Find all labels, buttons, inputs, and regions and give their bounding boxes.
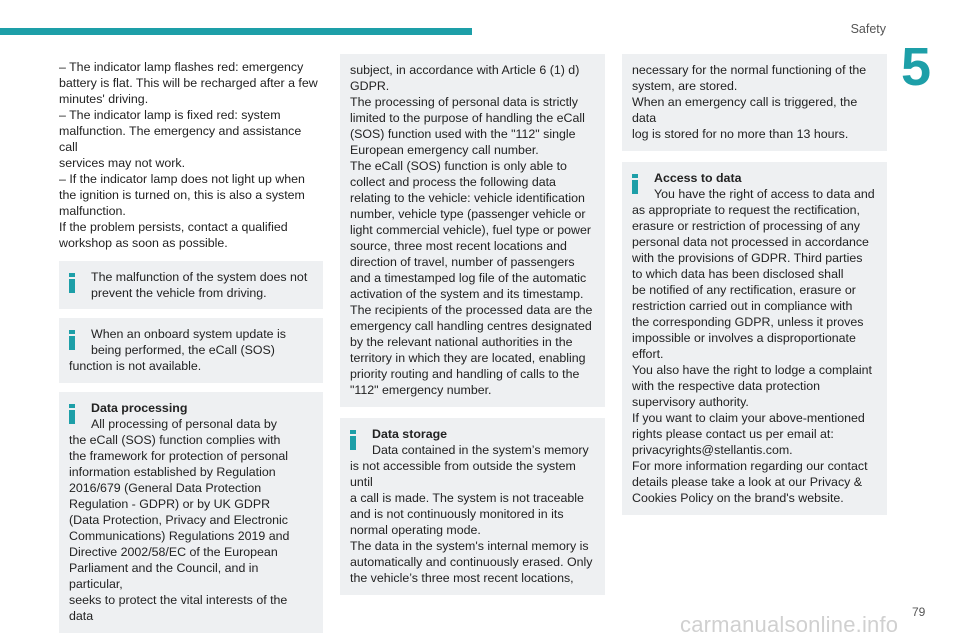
info-box-text-continued: as appropriate to request the rectification, erasure or restriction of processing of any personal data not processed in accordance with the provisions of GDPR. Third parties to which data has been disclosed shall be notified of any rectification, erasure or restriction carried out in compliance with the corresponding GDPR, unless it proves impossible or involves a disproportionate effort. You also have the right to lodge a complaint with the respective data protection supervisory authority. If you want to claim your above-mentioned rights please contact us per email at: privacyrights@stellantis.com. For more information regarding our contact details please take a look at our Privacy & Cookies Policy on the brand's website. (632, 203, 872, 505)
watermark: carmanualsonline.info (680, 612, 899, 637)
info-icon (68, 273, 77, 293)
column-1 (59, 59, 323, 633)
info-box-text: All processing of personal data by (91, 417, 277, 431)
info-box-data-processing (59, 392, 323, 633)
info-box-heading: Data processing (91, 401, 188, 415)
info-box-system-update (59, 318, 323, 383)
info-icon (631, 174, 640, 194)
info-box-text: necessary for the normal functioning of the system, are stored. When an emergency call is triggered, the data log is stored for no more than 13 hours. (632, 63, 867, 141)
info-box-text: You have the right of access to data and (654, 187, 875, 201)
info-box-text: subject, in accordance with Article 6 (1) d) GDPR. The processing of personal data is strictly limited to the purpose of handling the eCall (SOS) function used with the "112" single European emergency call number. The eCall (SOS) function is only able to collect and process the following data relating to the vehicle: vehicle identification number, vehicle type (passenger vehicle or light commercial vehicle), fuel type or power source, three most recent locations and direction of travel, number of passengers and a timestamped log file of the automatic activation of the system and its timestamp. The recipients of the processed data are the emergency call handling centres designated by the relevant national authorities in the territory in which they are located, enabling priority routing and handling of calls to the "112" emergency number. (350, 63, 593, 397)
info-box-text-continued: the eCall (SOS) function complies with the framework for protection of personal information established by Regulation 2016/679 (General Data Protection Regulation - GDPR) or by UK GDPR (Data Protection, Privacy and Electronic Communications) Regulations 2019 and Directive 2002/58/EC of the European Parliament and the Council, and in particular, seeks to protect the vital interests of the data (69, 433, 290, 623)
info-box-storage-continued (622, 54, 887, 151)
info-box-text: When an onboard system update is being performed, the eCall (SOS) (91, 327, 286, 357)
info-box-no-prevent-driving (59, 261, 323, 309)
header-accent-bar (0, 28, 472, 35)
info-icon (349, 430, 358, 450)
info-box-access-to-data (622, 162, 887, 515)
info-box-heading: Data storage (372, 427, 448, 441)
section-title: Safety (850, 22, 886, 36)
info-icon (68, 404, 77, 424)
info-box-data-storage (340, 418, 605, 595)
info-box-processing-continued (340, 54, 605, 407)
info-box-text: Data contained in the system’s memory (372, 443, 589, 457)
column-2 (340, 54, 605, 595)
page-number: 79 (912, 605, 926, 619)
info-icon (68, 330, 77, 350)
indicator-lamp-text: – The indicator lamp flashes red: emergency battery is flat. This will be recharged after a few minutes' driving. – The indicator lamp is fixed red: system malfunction. The emergency and assistance call services may not work. – If the indicator lamp does not light up when the ignition is turned on, this is also a system malfunction. If the problem persists, contact a qualified workshop as soon as possible. (59, 60, 318, 250)
info-box-text: The malfunction of the system does not prevent the vehicle from driving. (91, 270, 308, 300)
chapter-number: 5 (901, 37, 932, 97)
info-box-text-continued: is not accessible from outside the system until a call is made. The system is not traceable and is not continuously monitored in its normal operating mode. The data in the system's internal memory is automatically and continuously erased. Only the vehicle’s three most recent locations, (350, 459, 593, 585)
column-3 (622, 54, 887, 515)
info-box-heading: Access to data (654, 171, 742, 185)
info-box-text-continued: function is not available. (69, 359, 202, 373)
